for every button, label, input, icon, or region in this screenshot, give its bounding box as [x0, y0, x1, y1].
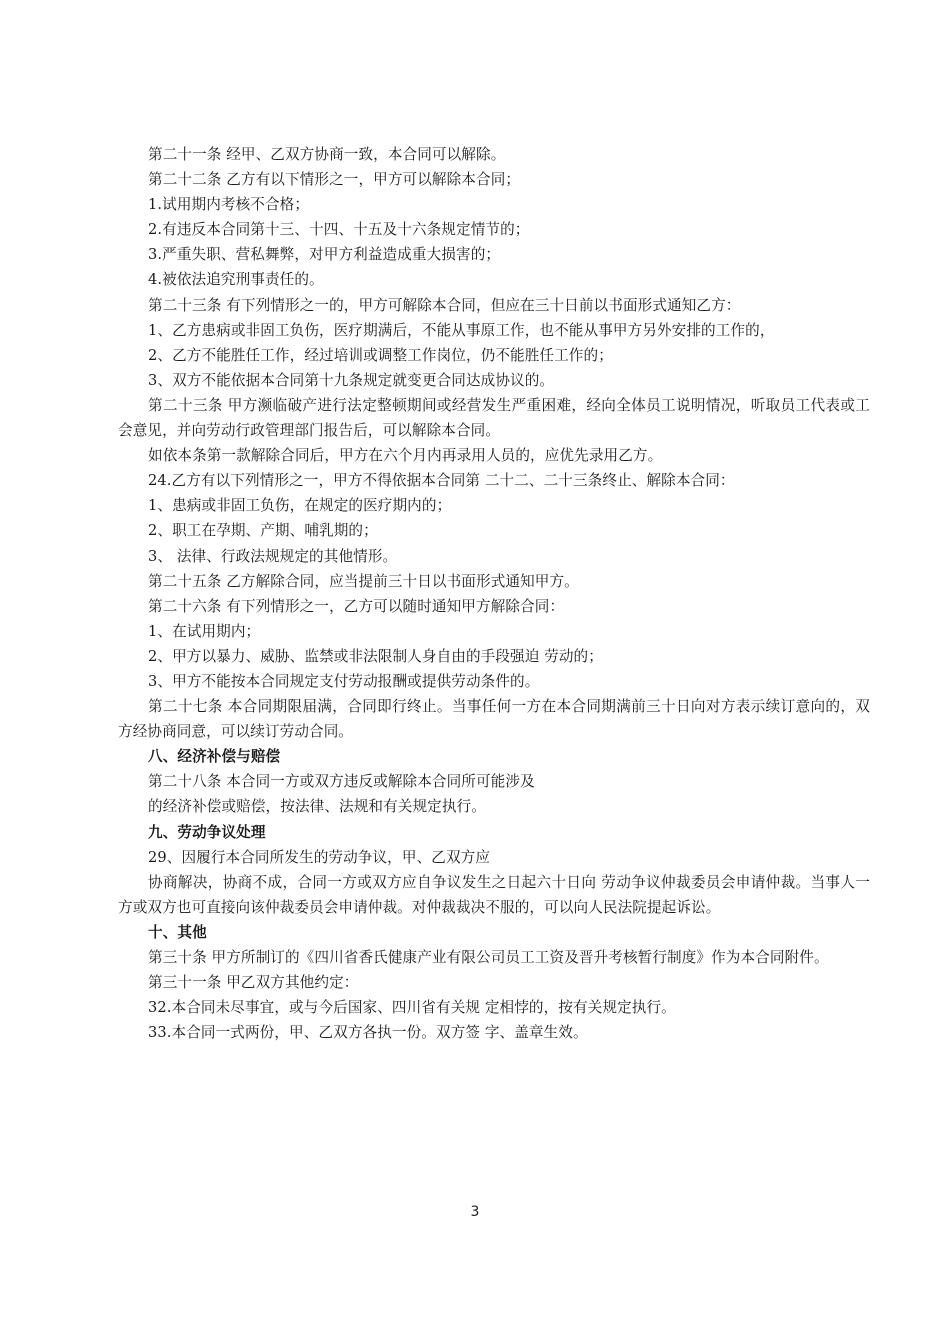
paragraph: 2、甲方以暴力、威胁、监禁或非法限制人身自由的手段强迫 劳动的；	[148, 647, 603, 665]
paragraph: 3、甲方不能按本合同规定支付劳动报酬或提供劳动条件的。	[148, 672, 540, 690]
section-heading: 十、其他	[148, 923, 207, 941]
paragraph: 29、因履行本合同所发生的劳动争议，甲、乙双方应	[148, 848, 491, 866]
paragraph: 第三十条 甲方所制订的《四川省香氏健康产业有限公司员工工资及晋升考核暂行制度》作为本合同附件。	[148, 949, 829, 966]
paragraph: 第二十二条 乙方有以下情形之一，甲方可以解除本合同；	[148, 171, 521, 189]
paragraph: 第二十三条 有下列情形之一的，甲方可解除本合同，但应在三十日前以书面形式通知乙方：	[148, 296, 741, 314]
paragraph: 第二十八条 本合同一方或双方违反或解除本合同所可能涉及	[148, 773, 535, 791]
page-number: 3	[470, 1204, 480, 1220]
paragraph: 33.本合同一式两份，甲、乙双方各执一份。双方签 字、盖章生效。	[148, 1024, 588, 1042]
paragraph: 第三十一条 甲乙双方其他约定：	[148, 974, 359, 992]
paragraph: 第二十三条 甲方濒临破产进行法定整顿期间或经营发生严重困难，经向全体员工说明情况，听取员工代表或工会意见，并向劳动行政管理部门报告后，可以解除本合同。	[118, 396, 870, 440]
paragraph: 的经济补偿或赔偿，按法律、法规和有关规定执行。	[148, 798, 486, 816]
paragraph: 3.严重失职、营私舞弊，对甲方利益造成重大损害的；	[148, 246, 501, 264]
section-heading: 九、劳动争议处理	[148, 823, 266, 841]
paragraph: 2、乙方不能胜任工作，经过培训或调整工作岗位，仍不能胜任工作的；	[148, 346, 613, 364]
paragraph: 1、乙方患病或非固工负伤，医疗期满后，不能从事原工作，也不能从事甲方另外安排的工作的，	[148, 321, 775, 339]
paragraph: 1.试用期内考核不合格；	[148, 196, 310, 214]
paragraph: 4.被依法追究刑事责任的。	[148, 271, 324, 289]
paragraph: 1、在试用期内；	[148, 622, 261, 640]
paragraph: 第二十六条 有下列情形之一，乙方可以随时通知甲方解除合同：	[148, 597, 565, 615]
document-body	[118, 142, 870, 1045]
paragraph: 第二十七条 本合同期限届满，合同即行终止。当事任何一方在本合同期满前三十日向对方表示续订意向的，双方经协商同意，可以续订劳动合同。	[118, 698, 870, 741]
section-heading: 八、经济补偿与赔偿	[148, 748, 281, 766]
paragraph: 1、患病或非固工负伤，在规定的医疗期内的；	[148, 497, 452, 515]
paragraph: 第二十五条 乙方解除合同，应当提前三十日以书面形式通知甲方。	[148, 572, 579, 590]
paragraph: 第二十一条 经甲、乙双方协商一致，本合同可以解除。	[148, 146, 506, 163]
paragraph: 如依本条第一款解除合同后，甲方在六个月内再录用人员的，应优先录用乙方。	[148, 447, 663, 465]
paragraph: 3、 法律、行政法规规定的其他情形。	[148, 547, 398, 565]
paragraph: 3、双方不能依据本合同第十九条规定就变更合同达成协议的。	[148, 371, 555, 389]
paragraph: 32.本合同未尽事宜，或与今后国家、四川省有关规 定相悖的，按有关规定执行。	[148, 999, 676, 1017]
paragraph: 24.乙方有以下列情形之一，甲方不得依据本合同第 二十二、二十三条终止、解除本合同：	[148, 472, 735, 490]
paragraph: 2、职工在孕期、产期、哺乳期的；	[148, 522, 378, 540]
paragraph: 2.有违反本合同第十三、十四、十五及十六条规定情节的；	[148, 221, 530, 239]
paragraph: 协商解决，协商不成，合同一方或双方应自争议发生之日起六十日向 劳动争议仲裁委员会申请仲裁。当事人一方或双方也可直接向该仲裁委员会申请仲裁。对仲裁裁决不服的，可以向人民法院提起诉讼。	[118, 873, 870, 916]
